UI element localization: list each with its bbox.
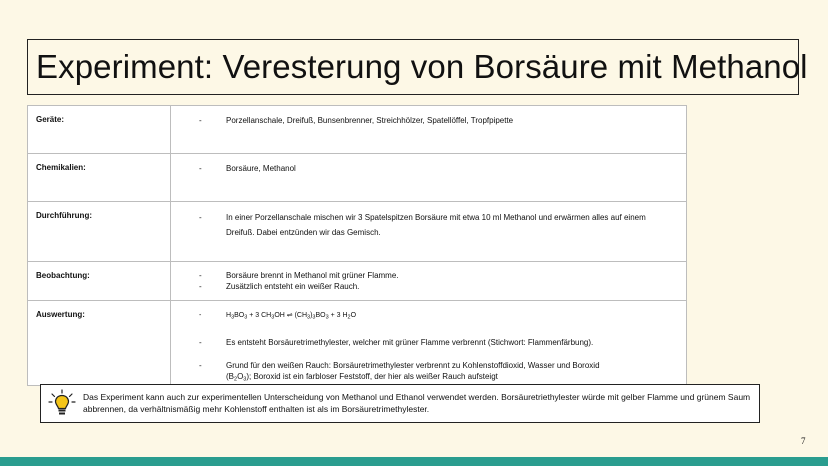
- lightbulb-icon: [41, 385, 83, 421]
- list-item: - Borsäure brennt in Methanol mit grüner Flamme.: [199, 271, 399, 280]
- table-row-auswertung: [28, 301, 687, 386]
- row-content: [171, 262, 687, 301]
- list-item: - Es entsteht Borsäuretrimethylester, welcher mit grüner Flamme verbrennt (Stichwort: Flammenfärbung).: [199, 337, 594, 347]
- equation-item: - $H_3BO_3 + 3$ $CH_3OH$ ⇌ $(CH_3)_3BO_3 + 3$ $H_2O$: [171, 309, 676, 325]
- page-number: 7: [801, 436, 806, 446]
- reaction-equation: $H_3BO_3 + 3$ $CH_3OH$ ⇌ $(CH_3)_3BO_3 + 3$ $H_2O$: [226, 312, 357, 321]
- table-row-geraete: [28, 106, 687, 154]
- row-content: [171, 154, 687, 202]
- row-label: Beobachtung:: [28, 262, 171, 301]
- page-title: Experiment: Veresterung von Borsäure mit Methanol: [36, 48, 808, 85]
- list-item: - Porzellanschale, Dreifuß, Bunsenbrenner, Streichhölzer, Spatellöffel, Tropfpipette: [199, 116, 514, 125]
- note-box: [40, 384, 760, 423]
- list-item: - Grund für den weißen Rauch: Borsäuretrimethylester verbrennt zu Kohlenstoffdioxid, Wasser und Boroxid $(B_2O_3)$; Boroxid ist ein farbloser Feststoff, der hier als weißer Rauch aufsteigt: [199, 360, 600, 382]
- row-content: [171, 202, 687, 262]
- experiment-table: [27, 105, 687, 386]
- title-box: [27, 39, 808, 95]
- row-label: Chemikalien:: [28, 154, 171, 202]
- table-row-durchfuehrung: [28, 202, 687, 262]
- row-label: Geräte:: [28, 106, 171, 154]
- list-item: - Zusätzlich entsteht ein weißer Rauch.: [199, 282, 360, 291]
- note-text: Das Experiment kann auch zur experimentellen Unterscheidung von Methanol und Ethanol verwendet werden. Borsäuretriethylester würde mit gelber Flamme und grünem Saum abbrennen, da verhältnismäßig mehr Kohlenstoff enthalten ist als im Borsäuretrimethylester.: [83, 392, 751, 414]
- row-label: Durchführung:: [28, 202, 171, 262]
- row-label: Auswertung:: [28, 301, 171, 386]
- row-content: [171, 301, 687, 386]
- table-row-beobachtung: [28, 262, 687, 301]
- table-row-chemikalien: [28, 154, 687, 202]
- row-content: [171, 106, 687, 154]
- list-item: - In einer Porzellanschale mischen wir 3 Spatelspitzen Borsäure mit etwa 10 ml Methanol und erwärmen alles auf einem Dreifuß. Dabei entzünden wir das Gemisch.: [199, 213, 646, 237]
- footer-bar: [0, 457, 828, 466]
- list-item: - Borsäure, Methanol: [199, 164, 296, 173]
